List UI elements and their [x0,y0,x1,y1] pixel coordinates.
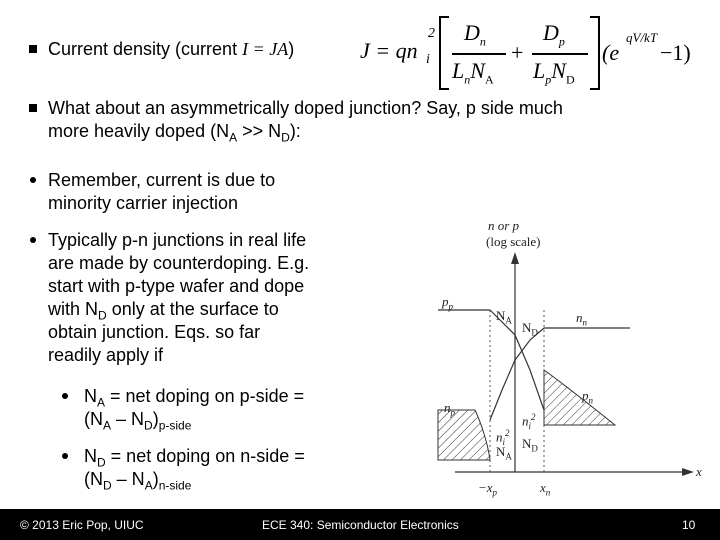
sub-bullet-minority-injection: Remember, current is due to minority carrier injection [48,170,276,213]
xp-label: $-x_p$ [478,480,498,498]
bullet-square [29,104,37,112]
y-axis-arrow [511,252,519,264]
bullet-dot [30,177,36,183]
fraction-bar-2 [532,53,588,55]
pn-label: $p_n$ [582,388,593,406]
bullet-dot [30,237,36,243]
ni2-over-nd-label: $n_i^2$ [522,412,536,431]
np-label: $n_p$ [444,400,455,418]
doping-profile-diagram [430,210,720,505]
footer-bar [0,509,720,540]
sub-bullet-nd-definition: $N_D$ = net doping on n-side = $(N_D - N_A)_{n-side}$ [84,446,305,493]
sub-bullet-counterdoping: Typically p-n junctions in real life are made by counterdoping. E.g. start with p-type wafer and dope with $N_D$ only at the surface to obtain junction. Eqs. so far readily apply if [48,230,310,365]
doping-profile-figure [430,210,720,505]
na-bottom-label: $N_A$ [496,444,512,462]
bullet-dot [62,393,68,399]
footer-course: ECE 340: Semiconductor Electronics [262,518,459,532]
left-bracket [439,16,449,90]
nd-top-label: $N_D$ [522,320,538,338]
bullet-current-density: Current density (current I = JA) [48,39,295,59]
pn-minority-region [544,370,615,425]
x-axis-arrow [682,468,694,476]
ni2-over-na-label: $n_i^2$ [496,428,510,447]
current-density-equation: J = qn 2 i $D_n$ $L_nN_A$ + $D_p$ $L_pN_D$ (e qV/kT −1) [360,14,705,94]
right-bracket [590,16,600,90]
xn-label: $x_n$ [540,480,551,498]
axis-title-scale: (log scale) [486,234,541,249]
axis-title: n or p [488,218,520,233]
footer-copyright: © 2013 Eric Pop, UIUC [20,518,144,532]
bullet-asymmetric-junction: What about an asymmetrically doped junction? Say, p side much more heavily doped $(N_A >> N_D)$: [48,98,563,145]
sub-bullet-na-definition: $N_A$ = net doping on p-side = $(N_A - N_D)_{p-side}$ [84,386,305,433]
nn-label: $n_n$ [576,310,587,328]
fraction-bar-1 [452,53,506,55]
page-number: 10 [682,518,696,532]
nd-profile [490,328,544,420]
bullet-dot [62,453,68,459]
bullet-square [29,45,37,53]
nd-bottom-label: $N_D$ [522,436,538,454]
na-top-label: $N_A$ [496,308,512,326]
pp-label: $p_p$ [442,294,453,312]
x-axis-label: x [696,464,702,479]
